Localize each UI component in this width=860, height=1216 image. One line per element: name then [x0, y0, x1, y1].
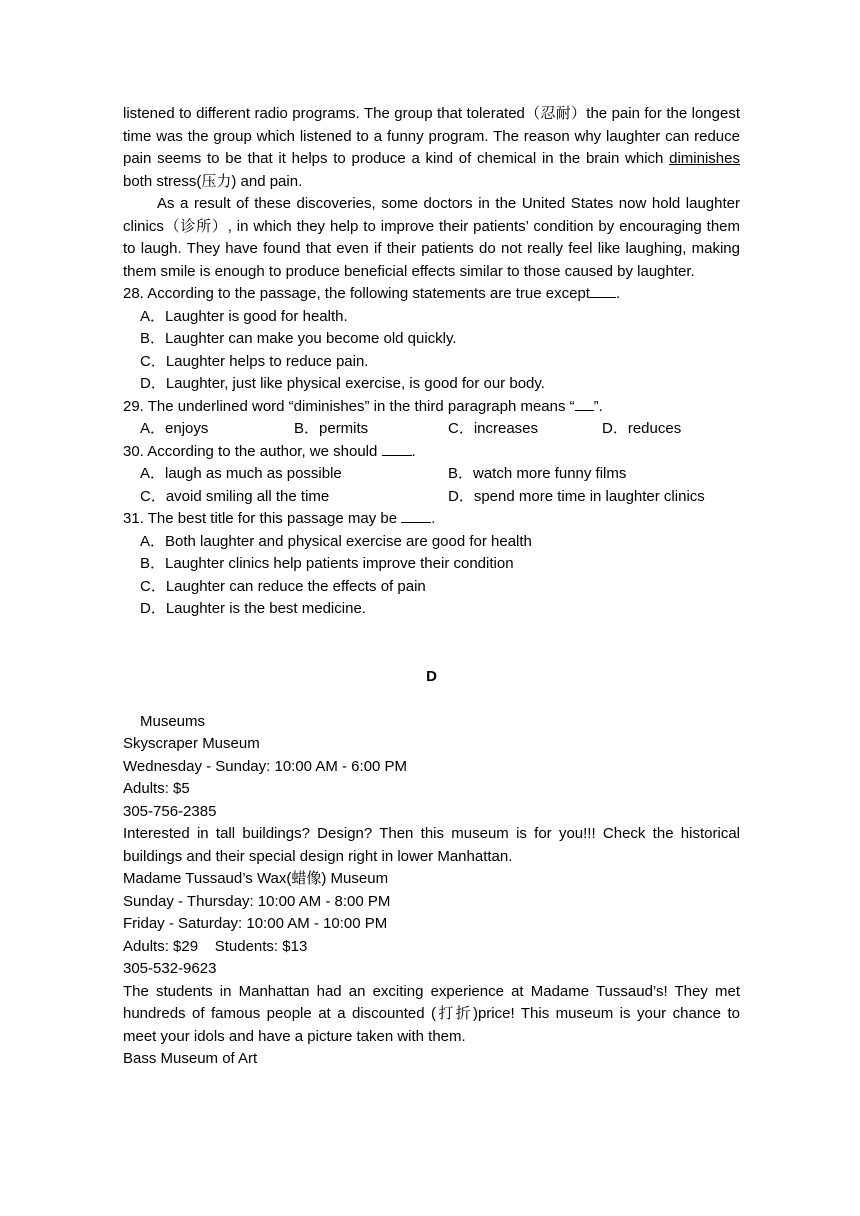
museums-title: Museums: [140, 712, 206, 730]
question-29-option-d: D．reduces: [602, 420, 682, 437]
question-30-options-row-2: [123, 486, 740, 509]
question-29-options: [123, 418, 740, 441]
question-28-option-a: A．Laughter is good for health.: [140, 307, 348, 325]
answer-blank: [382, 441, 412, 456]
question-30-option-b: B．watch more funny films: [448, 465, 627, 482]
document-page: [123, 103, 740, 1071]
skyscraper-museum-description: Interested in tall buildings? Design? Then this museum is for you!!! Check the historical buildings and their special design right in lower Manhattan.: [123, 825, 740, 865]
skyscraper-museum-price: Adults: $5: [123, 780, 190, 797]
question-29-option-a: A．enjoys: [140, 420, 209, 437]
tussaud-museum-name: Madame Tussaud’s Wax(蜡像) Museum: [123, 870, 389, 887]
skyscraper-museum-phone: 305-756-2385: [123, 802, 217, 820]
question-31-stem: 31. The best title for this passage may be .: [123, 510, 436, 527]
section-heading: D: [426, 667, 437, 685]
question-31-option-b: B．Laughter clinics help patients improve their condition: [140, 555, 514, 572]
tussaud-museum-phone: 305-532-9623: [123, 960, 217, 977]
question-28-option-b: B．Laughter can make you become old quickly.: [140, 330, 457, 347]
tussaud-museum-price: Adults: $29 Students: $13: [123, 937, 308, 955]
question-31-option-d: D．Laughter is the best medicine.: [140, 600, 366, 617]
tussaud-museum-hours-weekend: Friday - Saturday: 10:00 AM - 10:00 PM: [123, 915, 388, 932]
tussaud-museum-description: The students in Manhattan had an exciting experience at Madame Tussaud’s! They met hundreds of famous people at a discounted (打折)price! This museum is your chance to meet your idols and have a picture taken with them.: [123, 982, 740, 1045]
paragraph-text: both stress(压力) and pain.: [123, 172, 303, 190]
question-29-option-c: C．increases: [448, 420, 539, 437]
skyscraper-museum-hours: Wednesday - Sunday: 10:00 AM - 6:00 PM: [123, 757, 408, 775]
paragraph-text: listened to different radio programs. The group that tolerated（忍耐）the pain for the longest time was the group which listened to a funny program. The reason why laughter can reduce pain seems to be that it helps to produce a kind of chemical in the brain which: [123, 105, 740, 167]
answer-blank: [590, 283, 616, 298]
question-30-option-a: A．laugh as much as possible: [140, 465, 342, 482]
answer-blank: [401, 508, 431, 523]
question-28-stem: 28. According to the passage, the following statements are true except .: [123, 285, 621, 302]
question-28-option-d: D．Laughter, just like physical exercise, is good for our body.: [140, 375, 545, 392]
question-29-stem: 29. The underlined word “diminishes” in the third paragraph means “ ”.: [123, 397, 603, 415]
question-28-option-c: C．Laughter helps to reduce pain.: [140, 352, 369, 370]
tussaud-museum-hours-weekday: Sunday - Thursday: 10:00 AM - 8:00 PM: [123, 892, 391, 910]
passage-paragraph-3: [123, 103, 740, 193]
passage-paragraph-4: As a result of these discoveries, some doctors in the United States now hold laughter clinics（诊所）, in which they help to improve their patients’ condition by encouraging them to laugh. They have found that even if their patients do not really feel like laughing, making them smile is enough to produce beneficial effects similar to those caused by laughter.: [123, 195, 740, 280]
bass-museum-name: Bass Museum of Art: [123, 1050, 258, 1067]
question-30-option-c: C．avoid smiling all the time: [140, 487, 330, 505]
question-30-options-row-1: [123, 463, 740, 486]
question-30-option-d: D．spend more time in laughter clinics: [448, 487, 705, 505]
skyscraper-museum-name: Skyscraper Museum: [123, 735, 260, 752]
question-29-option-b: B．permits: [294, 420, 369, 437]
answer-blank: [575, 396, 594, 411]
underlined-word: diminishes: [669, 150, 740, 167]
question-30-stem: 30. According to the author, we should .: [123, 442, 416, 460]
question-31-option-a: A．Both laughter and physical exercise are good for health: [140, 532, 532, 550]
question-31-option-c: C．Laughter can reduce the effects of pain: [140, 577, 426, 595]
